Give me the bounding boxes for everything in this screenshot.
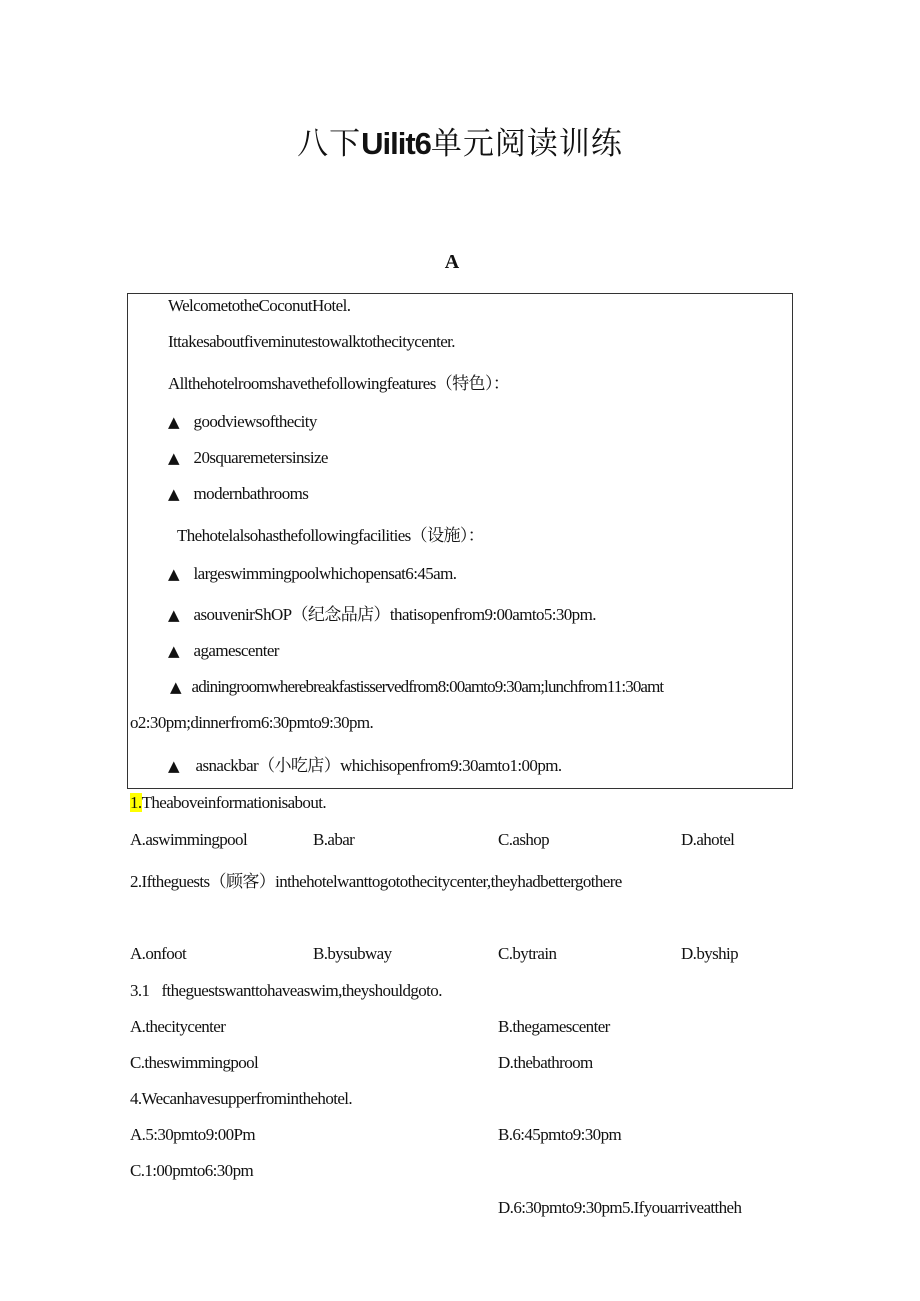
- feature-item: [168, 448, 328, 468]
- facility-item: [168, 751, 562, 776]
- facilities-intro: Thehotelalsohasthefollowingfacilities（设施）：: [177, 526, 485, 545]
- passage-intro-line: WelcometotheCoconutHotel.: [168, 296, 351, 315]
- question-3-stem: [130, 981, 442, 1001]
- option: D.ahotel: [681, 830, 735, 849]
- title-unit: Uilit6: [361, 126, 431, 161]
- facility-item: [170, 677, 663, 697]
- question-4-stem: 4.Wecanhavesupperfrominthehotel.: [130, 1089, 353, 1108]
- facility-text: asnackbar（小吃店）whichisopenfrom9:30amto1:00pm.: [195, 756, 562, 775]
- option: A.aswimmingpool: [130, 830, 248, 849]
- triangle-bullet-icon: ▲: [168, 565, 180, 583]
- question-text: ftheguestswanttohaveaswim,theyshouldgoto.: [161, 981, 442, 1000]
- feature-text: modernbathrooms: [193, 484, 309, 503]
- option: D.6:30pmto9:30pm5.Ifyouarriveattheh: [498, 1198, 742, 1217]
- question-number-highlight: 1.: [130, 793, 142, 812]
- facility-item: [168, 600, 596, 625]
- page-title: [0, 118, 920, 163]
- facility-continuation: o2:30pm;dinnerfrom6:30pmto9:30pm.: [130, 713, 374, 732]
- triangle-bullet-icon: ▲: [168, 642, 180, 660]
- option: D.byship: [681, 944, 739, 963]
- passage-intro-line: Allthehotelroomshavethefollowingfeatures（特色）：: [168, 374, 510, 393]
- feature-text: 20squaremetersinsize: [193, 448, 328, 467]
- triangle-bullet-icon: ▲: [168, 757, 180, 775]
- triangle-bullet-icon: ▲: [168, 485, 180, 503]
- facility-text: agamescenter: [193, 641, 279, 660]
- option: A.onfoot: [130, 944, 187, 963]
- question-1-stem: [130, 793, 326, 813]
- feature-text: goodviewsofthecity: [193, 412, 317, 431]
- facility-text: asouvenirShOP（纪念品店）thatisopenfrom9:00amto5:30pm.: [193, 605, 596, 624]
- question-text: Theaboveinformationisabout.: [141, 793, 327, 812]
- option: B.thegamescenter: [498, 1017, 610, 1036]
- feature-item: [168, 484, 308, 504]
- option: C.theswimmingpool: [130, 1053, 259, 1072]
- question-2-stem: 2.Iftheguests（顾客）inthehotelwanttogotothecitycenter,theyhadbettergothere: [130, 872, 622, 891]
- triangle-bullet-icon: ▲: [168, 606, 180, 624]
- title-prefix: 八下: [297, 126, 362, 161]
- feature-item: [168, 412, 317, 432]
- question-number: 3.1: [130, 981, 150, 1000]
- facility-text: adiningroomwherebreakfastisservedfrom8:00amto9:30am;lunchfrom11:30amt: [191, 677, 664, 696]
- option: C.bytrain: [498, 944, 557, 963]
- facility-item: [168, 641, 279, 661]
- section-label: A: [444, 251, 460, 273]
- option: B.bysubway: [313, 944, 392, 963]
- option: B.abar: [313, 830, 355, 849]
- option: B.6:45pmto9:30pm: [498, 1125, 622, 1144]
- option: A.5:30pmto9:00Pm: [130, 1125, 255, 1144]
- triangle-bullet-icon: ▲: [168, 449, 180, 467]
- passage-intro-line: Ittakesaboutfiveminutestowalktothecitycenter.: [168, 332, 455, 351]
- option: C.1:00pmto6:30pm: [130, 1161, 254, 1180]
- option: D.thebathroom: [498, 1053, 593, 1072]
- option: A.thecitycenter: [130, 1017, 226, 1036]
- triangle-bullet-icon: ▲: [170, 678, 182, 696]
- facility-item: [168, 564, 456, 584]
- option: C.ashop: [498, 830, 550, 849]
- facility-text: largeswimmingpoolwhichopensat6:45am.: [193, 564, 457, 583]
- triangle-bullet-icon: ▲: [168, 413, 180, 431]
- title-suffix: 单元阅读训练: [430, 126, 623, 161]
